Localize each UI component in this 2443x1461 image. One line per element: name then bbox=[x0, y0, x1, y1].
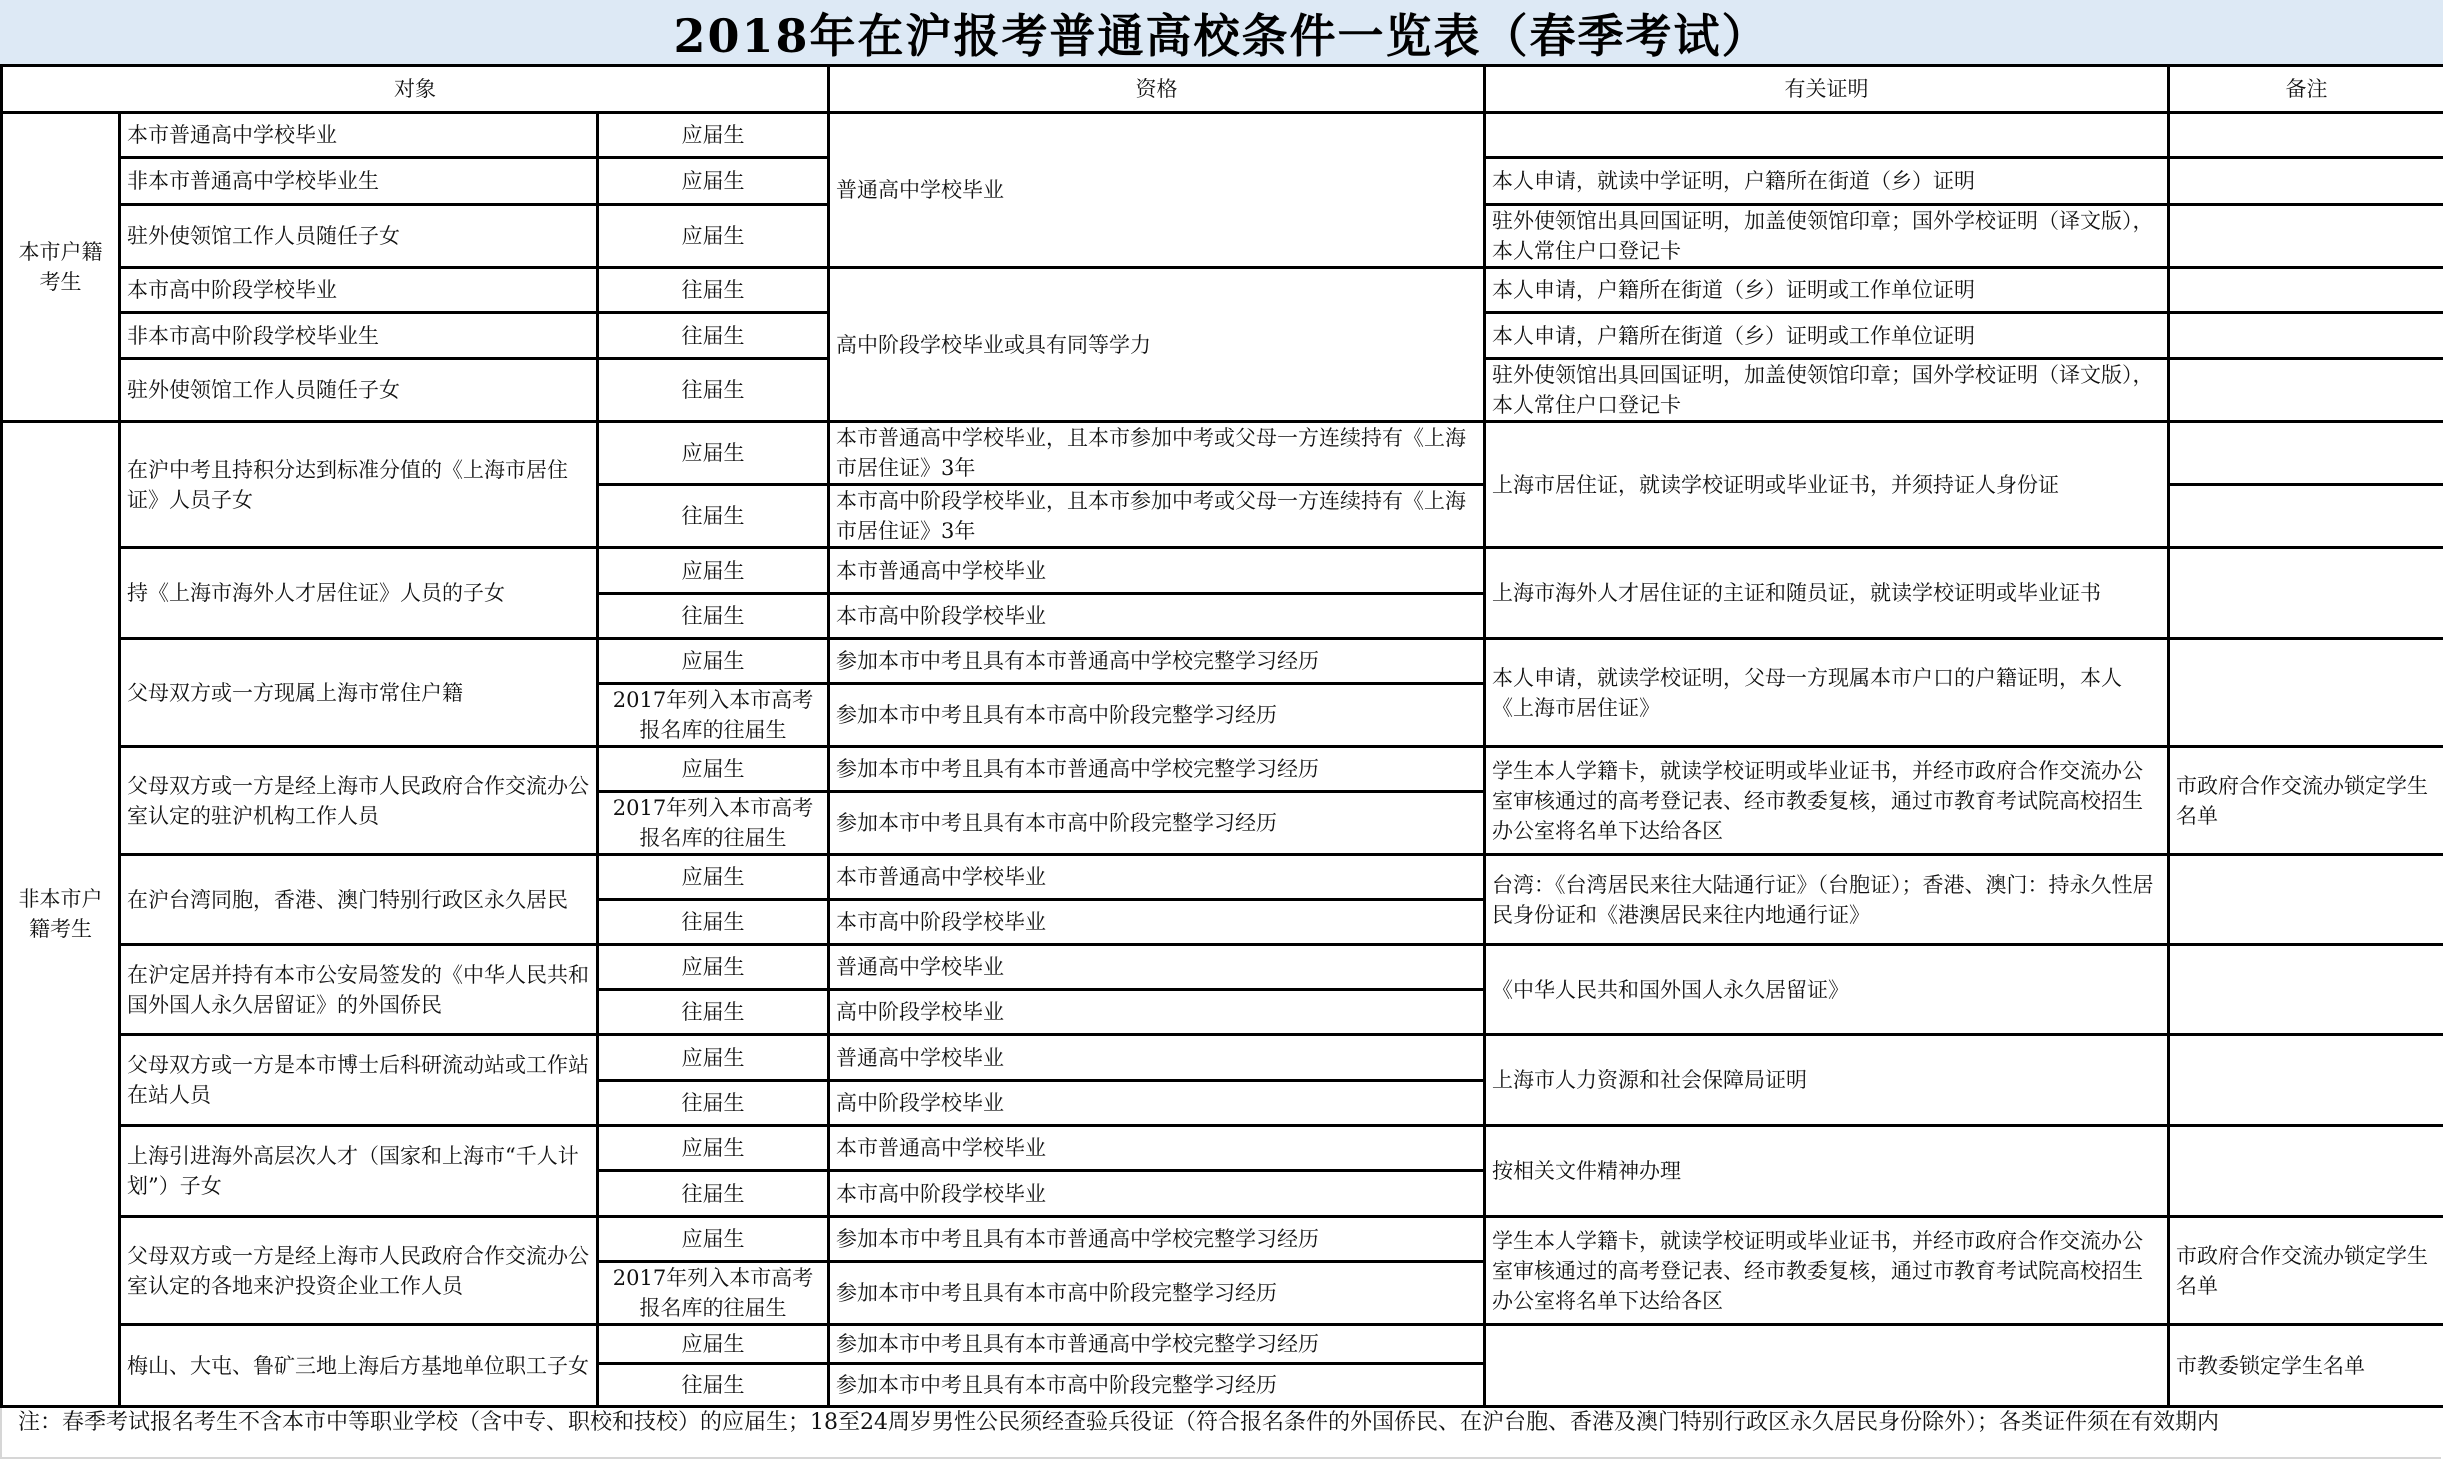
header-row bbox=[2, 66, 2443, 113]
object-cell: 父母双方或一方是经上海市人民政府合作交流办公室认定的各地来沪投资企业工作人员 bbox=[120, 1217, 598, 1325]
header-qualification: 资格 bbox=[829, 66, 1485, 113]
type-cell: 应届生 bbox=[598, 548, 829, 594]
remark-cell bbox=[2169, 1035, 2443, 1126]
object-cell: 驻外使领馆工作人员随任子女 bbox=[120, 205, 598, 268]
qualification-cell: 参加本市中考且具有本市高中阶段完整学习经历 bbox=[829, 792, 1485, 855]
proof-cell: 《中华人民共和国外国人永久居留证》 bbox=[1485, 945, 2169, 1035]
proof-cell: 本人申请，就读中学证明，户籍所在街道（乡）证明 bbox=[1485, 158, 2169, 205]
type-cell: 往届生 bbox=[598, 268, 829, 313]
object-cell: 梅山、大屯、鲁矿三地上海后方基地单位职工子女 bbox=[120, 1325, 598, 1407]
remark-cell bbox=[2169, 548, 2443, 639]
remark-cell bbox=[2169, 639, 2443, 747]
type-cell: 往届生 bbox=[598, 990, 829, 1035]
qualification-cell: 本市高中阶段学校毕业 bbox=[829, 594, 1485, 639]
type-cell: 应届生 bbox=[598, 422, 829, 485]
table-row bbox=[2, 113, 2443, 158]
type-cell: 应届生 bbox=[598, 1126, 829, 1171]
qualification-cell: 参加本市中考且具有本市普通高中学校完整学习经历 bbox=[829, 639, 1485, 684]
qualification-cell: 本市普通高中学校毕业 bbox=[829, 855, 1485, 900]
page-title: 2018年在沪报考普通高校条件一览表（春季考试） bbox=[673, 9, 1770, 63]
qualification-cell: 高中阶段学校毕业 bbox=[829, 990, 1485, 1035]
type-cell: 2017年列入本市高考报名库的往届生 bbox=[598, 1262, 829, 1325]
table-row bbox=[2, 1035, 2443, 1081]
type-cell: 应届生 bbox=[598, 639, 829, 684]
proof-cell: 上海市人力资源和社会保障局证明 bbox=[1485, 1035, 2169, 1126]
object-cell: 本市高中阶段学校毕业 bbox=[120, 268, 598, 313]
type-cell: 应届生 bbox=[598, 1035, 829, 1081]
group-label: 非本市户籍考生 bbox=[2, 422, 120, 1407]
header-proof: 有关证明 bbox=[1485, 66, 2169, 113]
type-cell: 应届生 bbox=[598, 1217, 829, 1262]
object-cell: 非本市普通高中学校毕业生 bbox=[120, 158, 598, 205]
object-cell: 父母双方或一方是经上海市人民政府合作交流办公室认定的驻沪机构工作人员 bbox=[120, 747, 598, 855]
table-row bbox=[2, 268, 2443, 313]
proof-cell bbox=[1485, 113, 2169, 158]
type-cell: 往届生 bbox=[598, 594, 829, 639]
object-cell: 在沪台湾同胞，香港、澳门特别行政区永久居民 bbox=[120, 855, 598, 945]
remark-cell bbox=[2169, 205, 2443, 268]
proof-cell: 学生本人学籍卡，就读学校证明或毕业证书，并经市政府合作交流办公室审核通过的高考登记表、经市教委复核，通过市教育考试院高校招生办公室将名单下达给各区 bbox=[1485, 1217, 2169, 1325]
object-cell: 父母双方或一方是本市博士后科研流动站或工作站在站人员 bbox=[120, 1035, 598, 1126]
table-row bbox=[2, 422, 2443, 485]
table-row bbox=[2, 945, 2443, 990]
object-cell: 在沪中考且持积分达到标准分值的《上海市居住证》人员子女 bbox=[120, 422, 598, 548]
group-label: 本市户籍考生 bbox=[2, 113, 120, 422]
table-row bbox=[2, 1126, 2443, 1171]
qualification-cell: 参加本市中考且具有本市高中阶段完整学习经历 bbox=[829, 684, 1485, 747]
table-row bbox=[2, 855, 2443, 900]
remark-cell bbox=[2169, 945, 2443, 1035]
type-cell: 应届生 bbox=[598, 205, 829, 268]
type-cell: 应届生 bbox=[598, 1325, 829, 1364]
type-cell: 应届生 bbox=[598, 158, 829, 205]
type-cell: 往届生 bbox=[598, 313, 829, 359]
proof-cell: 驻外使领馆出具回国证明，加盖使领馆印章；国外学校证明（译文版），本人常住户口登记卡 bbox=[1485, 359, 2169, 422]
qualification-cell: 本市普通高中学校毕业 bbox=[829, 1126, 1485, 1171]
qualification-cell: 参加本市中考且具有本市高中阶段完整学习经历 bbox=[829, 1364, 1485, 1407]
remark-cell: 市教委锁定学生名单 bbox=[2169, 1325, 2443, 1407]
type-cell: 应届生 bbox=[598, 945, 829, 990]
proof-cell: 本人申请，户籍所在街道（乡）证明或工作单位证明 bbox=[1485, 313, 2169, 359]
proof-cell: 台湾：《台湾居民来往大陆通行证》（台胞证）；香港、澳门：持永久性居民身份证和《港澳居民来往内地通行证》 bbox=[1485, 855, 2169, 945]
proof-cell: 学生本人学籍卡，就读学校证明或毕业证书，并经市政府合作交流办公室审核通过的高考登记表、经市教委复核，通过市教育考试院高校招生办公室将名单下达给各区 bbox=[1485, 747, 2169, 855]
qualification-cell: 本市普通高中学校毕业，且本市参加中考或父母一方连续持有《上海市居住证》3年 bbox=[829, 422, 1485, 485]
type-cell: 往届生 bbox=[598, 900, 829, 945]
remark-cell bbox=[2169, 113, 2443, 158]
object-cell: 上海引进海外高层次人才（国家和上海市“千人计划”）子女 bbox=[120, 1126, 598, 1217]
object-cell: 父母双方或一方现属上海市常住户籍 bbox=[120, 639, 598, 747]
remark-cell: 市政府合作交流办锁定学生名单 bbox=[2169, 747, 2443, 855]
table-row bbox=[2, 747, 2443, 792]
qualification-cell: 参加本市中考且具有本市普通高中学校完整学习经历 bbox=[829, 1217, 1485, 1262]
remark-cell bbox=[2169, 268, 2443, 313]
proof-cell: 按相关文件精神办理 bbox=[1485, 1126, 2169, 1217]
type-cell: 2017年列入本市高考报名库的往届生 bbox=[598, 792, 829, 855]
table-row bbox=[2, 548, 2443, 594]
type-cell: 应届生 bbox=[598, 747, 829, 792]
proof-cell: 驻外使领馆出具回国证明，加盖使领馆印章；国外学校证明（译文版），本人常住户口登记卡 bbox=[1485, 205, 2169, 268]
table-row bbox=[2, 639, 2443, 684]
qualification-cell: 参加本市中考且具有本市普通高中学校完整学习经历 bbox=[829, 747, 1485, 792]
object-cell: 驻外使领馆工作人员随任子女 bbox=[120, 359, 598, 422]
remark-cell bbox=[2169, 485, 2443, 548]
qualification-cell: 高中阶段学校毕业 bbox=[829, 1081, 1485, 1126]
proof-cell: 本人申请，就读学校证明，父母一方现属本市户口的户籍证明，本人《上海市居住证》 bbox=[1485, 639, 2169, 747]
object-cell: 非本市高中阶段学校毕业生 bbox=[120, 313, 598, 359]
type-cell: 往届生 bbox=[598, 1081, 829, 1126]
remark-cell bbox=[2169, 158, 2443, 205]
remark-cell bbox=[2169, 855, 2443, 945]
type-cell: 应届生 bbox=[598, 855, 829, 900]
type-cell: 往届生 bbox=[598, 485, 829, 548]
object-cell: 持《上海市海外人才居住证》人员的子女 bbox=[120, 548, 598, 639]
remark-cell: 市政府合作交流办锁定学生名单 bbox=[2169, 1217, 2443, 1325]
qualification-cell: 参加本市中考且具有本市高中阶段完整学习经历 bbox=[829, 1262, 1485, 1325]
header-object: 对象 bbox=[2, 66, 829, 113]
object-cell: 在沪定居并持有本市公安局签发的《中华人民共和国外国人永久居留证》的外国侨民 bbox=[120, 945, 598, 1035]
qualification-cell: 普通高中学校毕业 bbox=[829, 1035, 1485, 1081]
type-cell: 往届生 bbox=[598, 1364, 829, 1407]
type-cell: 应届生 bbox=[598, 113, 829, 158]
qualification-cell: 本市高中阶段学校毕业，且本市参加中考或父母一方连续持有《上海市居住证》3年 bbox=[829, 485, 1485, 548]
object-cell: 本市普通高中学校毕业 bbox=[120, 113, 598, 158]
header-remark: 备注 bbox=[2169, 66, 2443, 113]
table-row bbox=[2, 1217, 2443, 1262]
qualification-cell: 参加本市中考且具有本市普通高中学校完整学习经历 bbox=[829, 1325, 1485, 1364]
type-cell: 2017年列入本市高考报名库的往届生 bbox=[598, 684, 829, 747]
type-cell: 往届生 bbox=[598, 359, 829, 422]
proof-cell: 本人申请，户籍所在街道（乡）证明或工作单位证明 bbox=[1485, 268, 2169, 313]
remark-cell bbox=[2169, 1126, 2443, 1217]
type-cell: 往届生 bbox=[598, 1171, 829, 1217]
conditions-table bbox=[0, 64, 2443, 1408]
qualification-cell: 本市高中阶段学校毕业 bbox=[829, 1171, 1485, 1217]
qualification-cell: 高中阶段学校毕业或具有同等学力 bbox=[829, 268, 1485, 422]
proof-cell: 上海市海外人才居住证的主证和随员证，就读学校证明或毕业证书 bbox=[1485, 548, 2169, 639]
footnote: 注：春季考试报名考生不含本市中等职业学校（含中专、职校和技校）的应届生；18至24周岁男性公民须经查验兵役证（符合报名条件的外国侨民、在沪台胞、香港及澳门特别行政区永久居民身份除外）；各类证件须在有效期内 bbox=[18, 1410, 2219, 1435]
qualification-cell: 本市普通高中学校毕业 bbox=[829, 548, 1485, 594]
remark-cell bbox=[2169, 359, 2443, 422]
remark-cell bbox=[2169, 313, 2443, 359]
qualification-cell: 普通高中学校毕业 bbox=[829, 945, 1485, 990]
title-band bbox=[0, 0, 2443, 66]
proof-cell: 上海市居住证，就读学校证明或毕业证书，并须持证人身份证 bbox=[1485, 422, 2169, 548]
qualification-cell: 普通高中学校毕业 bbox=[829, 113, 1485, 268]
proof-cell bbox=[1485, 1325, 2169, 1407]
table-row bbox=[2, 1325, 2443, 1364]
qualification-cell: 本市高中阶段学校毕业 bbox=[829, 900, 1485, 945]
remark-cell bbox=[2169, 422, 2443, 485]
